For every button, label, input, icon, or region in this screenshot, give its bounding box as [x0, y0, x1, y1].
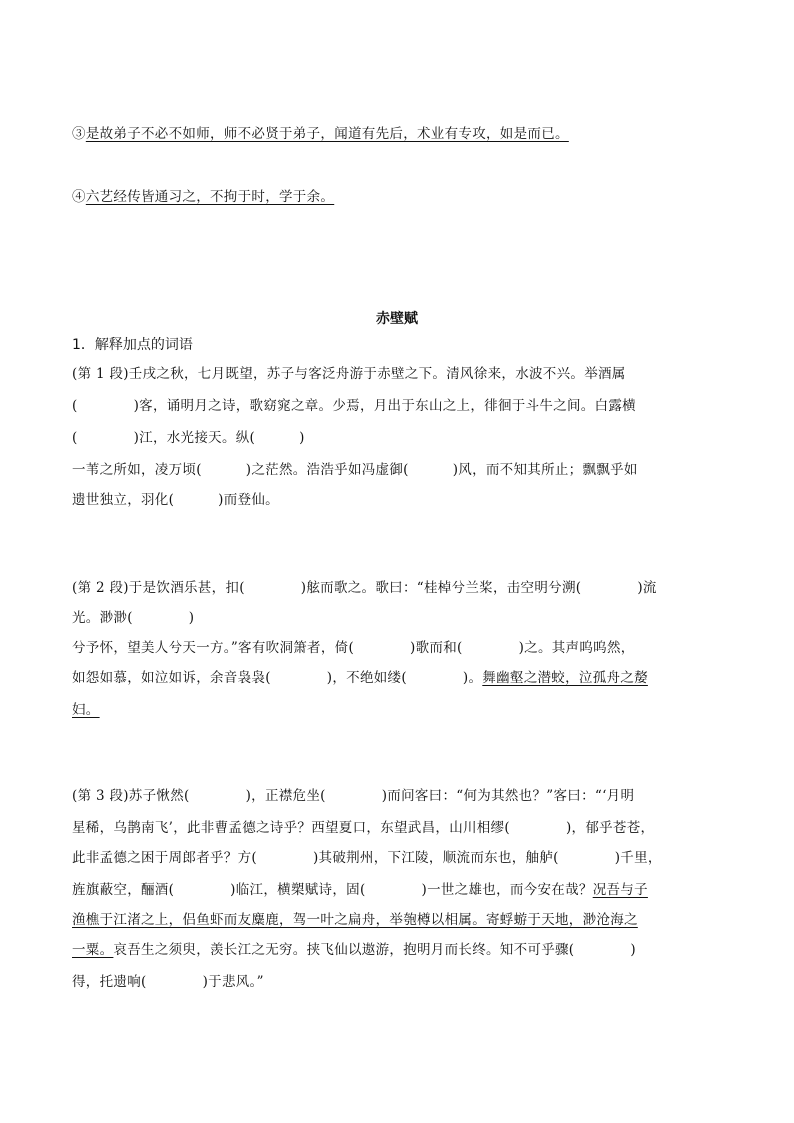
section-title: 赤壁赋 [376, 311, 418, 327]
list-item-3 [72, 124, 722, 144]
list-item-4 [72, 187, 722, 207]
para1-line4: 一苇之所如，凌万顷( )之茫然。浩浩乎如冯虚御( )风，而不知其所止；飘飘乎如 [72, 462, 638, 478]
para2-line4: 如怨如慕，如泣如诉，余音袅袅( )，不绝如缕( )。舞幽壑之潜蛟，泣孤舟之嫠 [72, 670, 648, 686]
para2-line3: 兮予怀，望美人兮天一方。”客有吹洞箫者，倚( )歌而和( )之。其声呜呜然， [72, 640, 635, 656]
question-heading: 1．解释加点的词语 [72, 337, 193, 353]
para3-line1: (第 3 段)苏子愀然( )，正襟危坐( )而问客曰：“何为其然也？”客曰：“‘月明 [72, 788, 635, 804]
para1-line5: 遗世独立，羽化( )而登仙。 [72, 492, 279, 508]
para2-line2: 光。渺渺( ) [72, 610, 195, 626]
underlined-sentence: 妇。 [72, 702, 100, 718]
item-marker: ③ [72, 126, 86, 142]
underlined-sentence: 舞幽壑之潜蛟，泣孤舟之嫠 [482, 670, 648, 686]
underlined-sentence: 况吾与子 [592, 882, 648, 898]
para3-line3: 此非孟德之困于周郎者乎？方( )其破荆州，下江陵，顺流而东也，舳舻( )千里， [72, 850, 662, 866]
para2-line5 [72, 700, 722, 720]
para3-line4: 旌旗蔽空，酾酒( )临江，横槊赋诗，固( )一世之雄也，而今安在哉？况吾与子 [72, 882, 648, 898]
para2-line1: (第 2 段)于是饮酒乐甚，扣( )舷而歌之。歌曰：“桂棹兮兰桨，击空明兮溯( )流 [72, 580, 657, 596]
underlined-sentence: 一粟。 [72, 942, 114, 958]
para3-line2: 星稀，乌鹊南飞’，此非曹孟德之诗乎？西望夏口，东望武昌，山川相缪( )，郁乎苍苍， [72, 820, 655, 836]
underlined-sentence: 六艺经传皆通习之，不拘于时，学于余。 [85, 189, 335, 205]
para3-line5 [72, 910, 722, 930]
para1-line2: ( )客，诵明月之诗，歌窈窕之章。少焉，月出于东山之上，徘徊于斗牛之间。白露横 [72, 398, 636, 414]
para1-line3: ( )江，水光接天。纵( ) [72, 430, 305, 446]
para3-line7: 得，托遗响( )于悲风。” [72, 974, 264, 990]
para3-line6: 一粟。哀吾生之须臾，羡长江之无穷。挟飞仙以遨游，抱明月而长终。知不可乎骤( ) [72, 942, 636, 958]
underlined-sentence: 是故弟子不必不如师，师不必贤于弟子，闻道有先后，术业有专攻，如是而已。 [85, 126, 569, 142]
underlined-sentence: 渔樵于江渚之上，侣鱼虾而友麋鹿，驾一叶之扁舟，举匏樽以相属。寄蜉蝣于天地，渺沧海之 [72, 912, 638, 928]
para1-line1: (第 1 段)壬戌之秋，七月既望，苏子与客泛舟游于赤壁之下。清风徐来，水波不兴。举酒属 [72, 366, 626, 382]
item-marker: ④ [72, 189, 86, 205]
